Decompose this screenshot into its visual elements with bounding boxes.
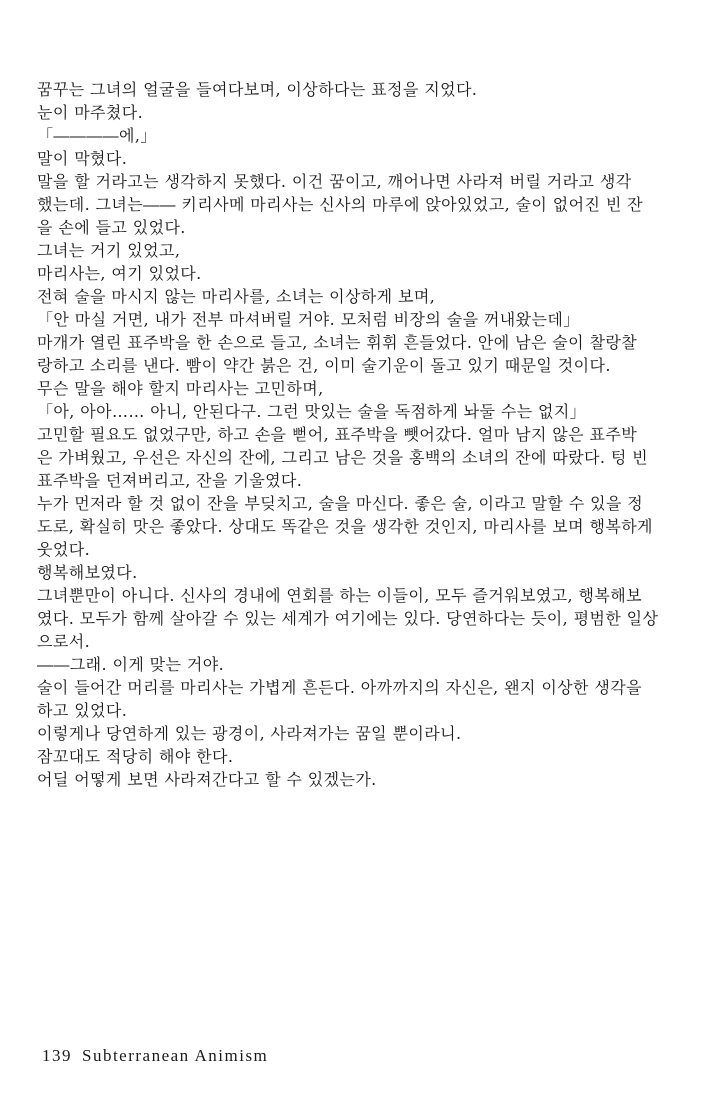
text-line-30: 잠꼬대도 적당히 해야 한다. [37,747,234,766]
book-title: Subterranean Animism [82,1046,269,1065]
text-line-27: 술이 들어간 머리를 마리사는 가볍게 흔든다. 아까까지의 자신은, 왠지 이상한 생각을 [37,678,642,697]
page-number: 139 [42,1046,72,1065]
text-line-8: 그녀는 거기 있었고, [37,241,181,260]
text-line-26: ――그래. 이게 맞는 거야. [37,655,225,674]
text-line-19: 누가 먼저라 할 것 없이 잔을 부딪치고, 술을 마신다. 좋은 술, 이라고 말할 수 있을 정 [37,494,644,513]
text-line-24: 였다. 모두가 함께 살아갈 수 있는 세계가 여기에는 있다. 당연하다는 듯이, 평범한 일상 [37,609,659,628]
text-line-22: 행복해보였다. [37,563,138,582]
text-line-14: 무슨 말을 해야 할지 마리사는 고민하며, [37,379,324,398]
text-line-2: 눈이 마주쳤다. [37,103,144,122]
text-line-20: 도로, 확실히 맛은 좋았다. 상대도 똑같은 것을 생각한 것인지, 마리사를 보며 행복하게 [37,517,653,536]
text-line-11: 「안 마실 거면, 내가 전부 마셔버릴 거야. 모처럼 비장의 술을 꺼내왔는데」 [37,310,580,329]
text-line-13: 랑하고 소리를 낸다. 빰이 약간 붉은 건, 이미 술기운이 돌고 있기 때문일 것이다. [37,356,611,375]
text-line-6: 했는데. 그녀는―― 키리사메 마리사는 신사의 마루에 앉아있었고, 술이 없어진 빈 잔 [37,195,644,214]
text-line-3: 「――――에,」 [37,126,157,145]
text-line-28: 하고 있었다. [37,701,128,720]
text-line-12: 마개가 열린 표주박을 한 손으로 들고, 소녀는 휘휘 흔들었다. 안에 남은 술이 찰랑찰 [37,333,638,352]
text-line-15: 「아, 아아…… 아니, 안된다구. 그런 맛있는 술을 독점하게 놔둘 수는 없지」 [37,402,587,421]
text-line-5: 말을 할 거라고는 생각하지 못했다. 이건 꿈이고, 깨어나면 사라져 버릴 거라고 생각 [37,172,632,191]
page-footer [42,1046,268,1066]
text-line-1: 꿈꾸는 그녀의 얼굴을 들여다보며, 이상하다는 표정을 지었다. [37,80,478,99]
text-line-16: 고민할 필요도 없었구만, 하고 손을 뻗어, 표주박을 뺏어갔다. 얼마 남지 않은 표주박 [37,425,638,444]
text-line-18: 표주박을 던져버리고, 잔을 기울였다. [37,471,303,490]
body-text [37,78,702,791]
text-line-21: 웃었다. [37,540,91,559]
text-line-10: 전혀 술을 마시지 않는 마리사를, 소녀는 이상하게 보며, [37,287,436,306]
text-line-4: 말이 막혔다. [37,149,128,168]
text-line-9: 마리사는, 여기 있었다. [37,264,202,283]
text-line-29: 이렇게나 당연하게 있는 광경이, 사라져가는 꿈일 뿐이라니. [37,724,462,743]
text-line-17: 은 가벼웠고, 우선은 자신의 잔에, 그리고 남은 것을 홍백의 소녀의 잔에 따랐다. 텅 빈 [37,448,649,467]
text-line-31: 어딜 어떻게 보면 사라져간다고 할 수 있겠는가. [37,770,377,789]
text-line-25: 으로서. [37,632,91,651]
text-line-23: 그녀뿐만이 아니다. 신사의 경내에 연회를 하는 이들이, 모두 즐거워보였고, 행복해보 [37,586,642,605]
text-line-7: 을 손에 들고 있었다. [37,218,186,237]
